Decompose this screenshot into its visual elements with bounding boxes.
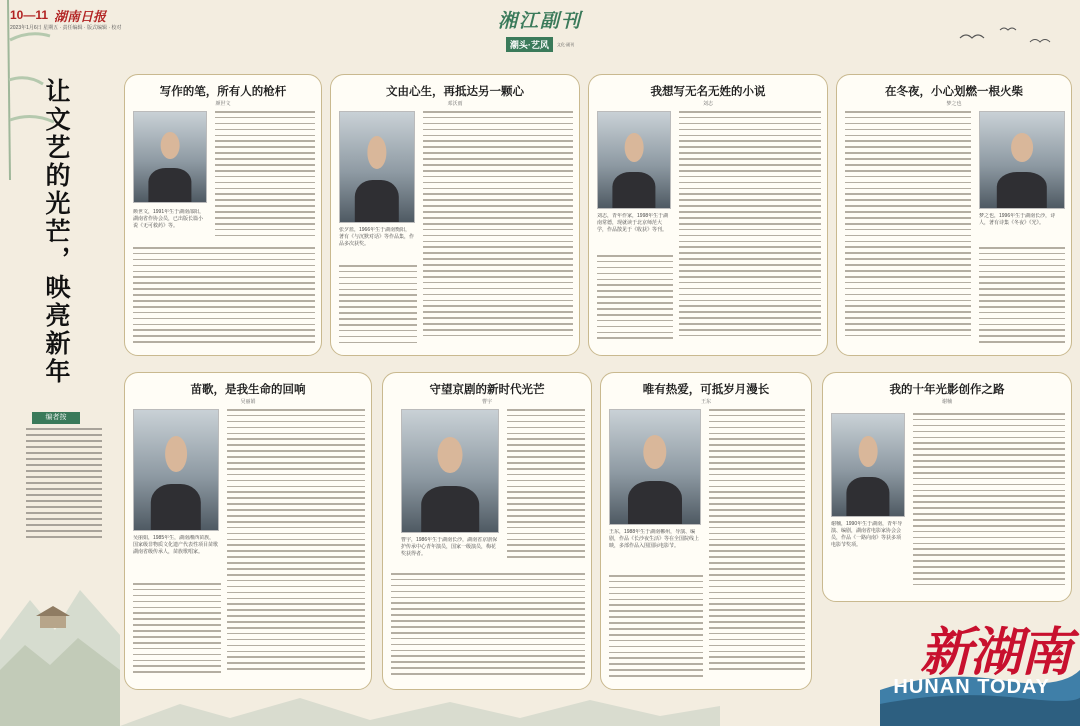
article-body-continued	[597, 255, 673, 351]
article-card-2	[330, 74, 580, 356]
ink-mountain-decoration-icon	[120, 690, 720, 726]
photo-caption: 梦之也，1996年生于湖南长沙，诗人，著有诗集《冬夜》《光》。	[979, 213, 1056, 226]
article-title: 写作的笔，所有人的枪杆	[159, 84, 287, 98]
issue-meta: 2023年1月6日 星期五 · 责任编辑 · 版式编辑 · 校对	[10, 25, 122, 31]
mountain-landscape-icon	[0, 520, 120, 726]
section-tag: 潮头·艺风	[506, 37, 553, 52]
article-title: 在冬夜，小心划燃一根火柴	[885, 84, 1023, 98]
article-card-3	[588, 74, 828, 356]
article-title: 我的十年光影创作之路	[889, 382, 1005, 396]
logo-chinese-text: 新湖南	[919, 622, 1070, 683]
article-title: 唯有热爱，可抵岁月漫长	[642, 382, 770, 396]
article-body	[709, 409, 805, 685]
section-sub: 文化·副刊	[556, 41, 575, 47]
page-numbers: 10—11	[10, 8, 49, 22]
author-photo	[133, 111, 207, 203]
article-card-7	[600, 372, 812, 690]
article-title: 苗歌，是我生命的回响	[190, 382, 306, 396]
article-body-continued	[133, 583, 221, 685]
article-title: 文由心生，再抵达另一颗心	[386, 84, 524, 98]
author-photo	[597, 111, 671, 209]
article-author: 谢楠	[941, 399, 952, 405]
article-card-5	[124, 372, 372, 690]
newspaper-name: 湖南日报	[54, 9, 107, 25]
article-card-6	[382, 372, 592, 690]
article-author: 邓沃雨	[447, 101, 463, 107]
article-body	[845, 111, 971, 351]
article-body-continued	[339, 265, 417, 351]
article-author: 吴丽娟	[240, 399, 256, 405]
article-title: 我想写无名无姓的小说	[650, 84, 766, 98]
photo-caption: 谢楠，1990年生于湖南，青年导演、编剧，湖南省电影家协会会员，作品《一路向南》等获多项电影节奖项。	[831, 521, 903, 548]
photo-caption: 王东，1988年生于湖南郴州，导演、编剧，作品《长沙夜生活》等在全国院线上映，多部作品入围国际电影节。	[609, 529, 700, 549]
main-headline: 让文艺的光芒，映亮新年	[42, 78, 70, 386]
article-body	[913, 413, 1065, 597]
photo-caption: 颜世文，1991年生于湖南邵阳，湖南省作协会员，已出版长篇小说《无可救药》等。	[133, 209, 205, 229]
article-body-continued	[609, 575, 703, 685]
editor-note-label: 编者按	[32, 412, 80, 424]
article-author: 曹宇	[481, 399, 492, 405]
article-body	[507, 409, 585, 567]
supplement-brand: 湘江副刊	[497, 10, 582, 32]
birds-decoration-icon	[950, 18, 1070, 58]
article-body-continued	[979, 247, 1065, 351]
photo-caption: 吴丽娟，1985年生，湖南湘西苗族，国家级非物质文化遗产代表性项目苗歌湖南省级传承人，苗族歌唱家。	[133, 535, 219, 555]
article-body-continued	[391, 573, 585, 685]
author-photo	[609, 409, 701, 525]
article-body	[679, 111, 821, 351]
author-photo	[401, 409, 499, 533]
author-photo	[133, 409, 219, 531]
article-body	[227, 409, 365, 685]
article-body-continued	[133, 247, 315, 351]
article-author: 王东	[700, 399, 711, 405]
author-photo	[339, 111, 415, 223]
article-card-8	[822, 372, 1072, 602]
photo-caption: 曹宇，1986年生于湖南长沙，湖南省京剧保护传承中心青年演员，国家一级演员，梅花奖获得者。	[401, 537, 498, 557]
article-body	[423, 111, 573, 351]
article-author: 梦之也	[946, 101, 962, 107]
photo-caption: 刘志，青年作家，1998年生于湖南常德，现就读于北京师范大学，作品散见于《收获》等刊。	[597, 213, 669, 233]
article-card-4	[836, 74, 1072, 356]
supplement-masthead	[492, 6, 588, 62]
author-photo	[979, 111, 1065, 209]
logo-english-text: HUNAN TODAY	[893, 676, 1050, 698]
article-author: 刘志	[702, 101, 713, 107]
article-author: 颜世文	[215, 101, 231, 107]
author-photo	[831, 413, 905, 517]
hunan-today-logo	[880, 600, 1080, 726]
photo-caption: 张夕蓝，1966年生于湖南衡阳，著有《与沉默对话》等作品集，作品多次获奖。	[339, 227, 415, 247]
article-card-1	[124, 74, 322, 356]
article-title: 守望京剧的新时代光芒	[429, 382, 545, 396]
article-body	[215, 111, 315, 243]
